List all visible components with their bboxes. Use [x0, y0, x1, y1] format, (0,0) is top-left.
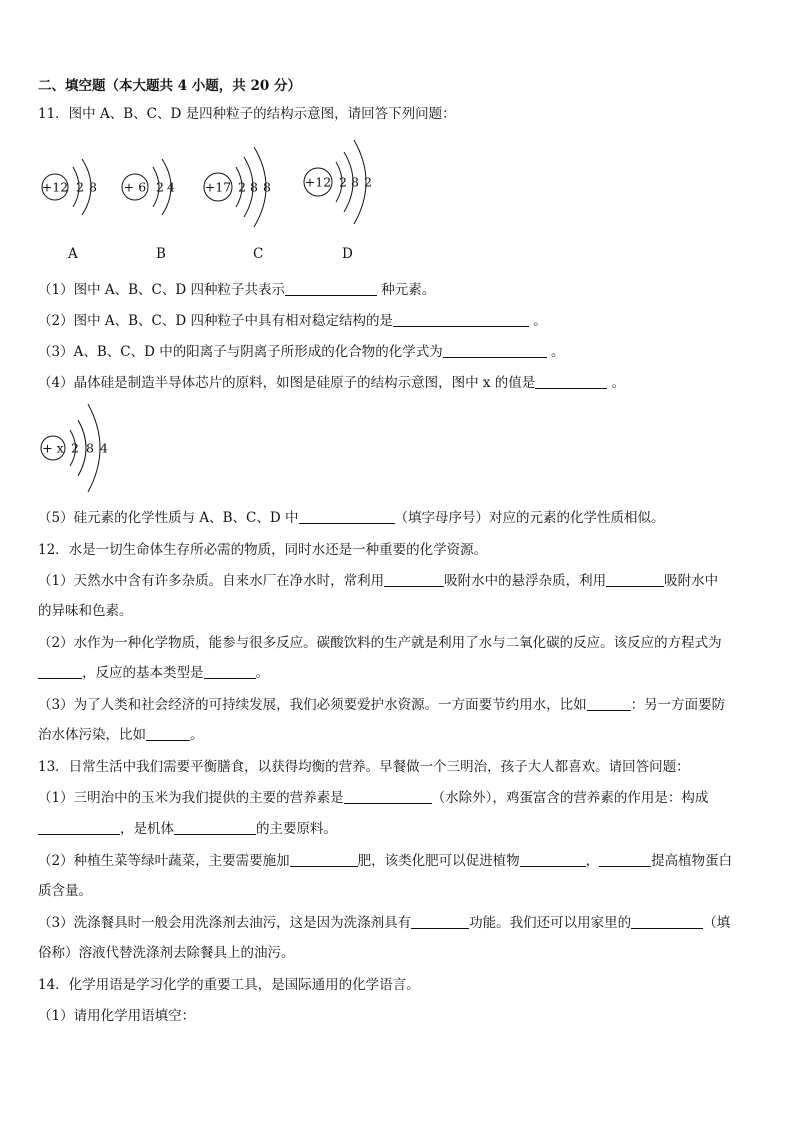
atom-a-shell-2: 8: [89, 179, 97, 195]
q14-stem: 14．化学用语是学习化学的重要工具，是国际通用的化学语言。: [38, 977, 420, 993]
atom-c-shell-3: 8: [263, 179, 271, 195]
q12-part-3-cont: 治水体污染，比如 。: [38, 727, 204, 743]
atom-c-svg: [202, 140, 302, 230]
answer-blank[interactable]: [290, 852, 358, 867]
answer-blank[interactable]: [38, 664, 82, 679]
atom-diagram-a: [40, 145, 130, 229]
answer-blank[interactable]: [146, 726, 190, 741]
atom-b-label: B: [156, 246, 166, 262]
answer-blank[interactable]: [204, 664, 256, 679]
answer-blank[interactable]: [599, 852, 651, 867]
atom-d-shell-3: 2: [364, 174, 372, 190]
atom-diagram-d: [302, 132, 402, 226]
answer-blank[interactable]: [587, 696, 631, 711]
answer-blank[interactable]: [384, 572, 444, 587]
atom-b-shell-1: 2: [156, 179, 164, 195]
q12-part-2-cont: ，反应的基本类型是 。: [38, 664, 269, 682]
q13-part-2: （2）种植生菜等绿叶蔬菜，主要需要施加 肥，该类化肥可以促进植物 ， 提高植物蛋白: [38, 853, 733, 869]
q11-part-4: （4）晶体硅是制造半导体芯片的原料，如图是硅原子的结构示意图，图中 x 的值是 。: [38, 375, 626, 391]
q13-part-1-cont: ，是机体 的主要原料。: [38, 820, 337, 838]
answer-blank[interactable]: [174, 820, 256, 835]
atom-a-nucleus: +12: [41, 179, 69, 195]
atom-b-nucleus: + 6: [123, 179, 147, 195]
q12-stem: 12．水是一切生命体生存所必需的物质，同时水还是一种重要的化学资源。: [38, 542, 488, 558]
answer-blank[interactable]: [285, 281, 377, 296]
atom-d-svg: [302, 132, 402, 222]
atom-a-shell-1: 2: [76, 179, 84, 195]
atom-b-shell-2: 4: [167, 179, 175, 195]
atom-d-shell-2: 8: [351, 174, 359, 190]
atom-a-svg: [40, 145, 130, 225]
q12-part-2: （2）水作为一种化学物质，能参与很多反应。碳酸饮料的生产就是利用了水与二氧化碳的反应。该反应的方程式为: [38, 635, 722, 651]
silicon-atom-diagram: [38, 398, 138, 492]
answer-blank[interactable]: [520, 852, 586, 867]
silicon-shell-2: 8: [86, 440, 94, 456]
answer-blank[interactable]: [344, 789, 432, 804]
atom-c-shell-1: 2: [238, 179, 246, 195]
silicon-shell-3: 4: [100, 440, 108, 456]
answer-blank[interactable]: [443, 343, 547, 358]
q13-part-3: （3）洗涤餐具时一般会用洗涤剂去油污，这是因为洗涤剂具有 功能。我们还可以用家里的 （填: [38, 915, 731, 931]
answer-blank[interactable]: [393, 312, 529, 327]
q12-part-1: （1）天然水中含有许多杂质。自来水厂在净水时，常利用 吸附水中的悬浮杂质，利用 吸附水中: [38, 573, 719, 589]
q13-part-3-cont: 俗称）溶液代替洗涤剂去除餐具上的油污。: [38, 945, 295, 961]
atom-c-shell-2: 8: [250, 179, 258, 195]
q11-part-3: （3）A、B、C、D 中的阳离子与阴离子所形成的化合物的化学式为 。: [38, 344, 565, 360]
answer-blank[interactable]: [411, 914, 469, 929]
atom-a-label: A: [68, 246, 78, 262]
silicon-atom-svg: [38, 398, 138, 488]
answer-blank[interactable]: [299, 509, 395, 524]
atom-diagram-c: [202, 140, 302, 234]
q14-part-1: （1）请用化学用语填空：: [38, 1008, 196, 1024]
q11-part-2: （2）图中 A、B、C、D 四种粒子中具有相对稳定结构的是 。: [38, 313, 547, 329]
atom-c-nucleus: +17: [204, 179, 232, 195]
q11-stem: 11．图中 A、B、C、D 是四种粒子的结构示意图，请回答下列问题：: [38, 106, 456, 122]
silicon-nucleus: + x: [42, 440, 64, 456]
atom-d-nucleus: +12: [304, 174, 332, 190]
atom-d-label: D: [342, 246, 353, 262]
atom-diagram-b: [120, 145, 210, 229]
atom-d-shell-1: 2: [339, 174, 347, 190]
answer-blank[interactable]: [535, 374, 607, 389]
q11-part-1: （1）图中 A、B、C、D 四种粒子共表示 种元素。: [38, 282, 436, 298]
q13-part-1: （1）三明治中的玉米为我们提供的主要的营养素是 （水除外），鸡蛋富含的营养素的作用是：构成: [38, 790, 709, 806]
q12-part-3: （3）为了人类和社会经济的可持续发展，我们必须要爱护水资源。一方面要节约用水，比如 ：另一方面要防: [38, 697, 726, 713]
q13-stem: 13．日常生活中我们需要平衡膳食，以获得均衡的营养。早餐做一个三明治，孩子大人都喜欢。请回答问题：: [38, 759, 690, 775]
q12-part-1-cont: 的异味和色素。: [38, 603, 133, 619]
section-title: 二、填空题（本大题共 4 小题，共 20 分）: [38, 78, 301, 94]
atom-b-svg: [120, 145, 210, 225]
q13-part-2-cont: 质含量。: [38, 883, 92, 899]
answer-blank[interactable]: [606, 572, 664, 587]
atom-c-label: C: [253, 246, 264, 262]
answer-blank[interactable]: [631, 914, 703, 929]
silicon-shell-1: 2: [71, 440, 79, 456]
answer-blank[interactable]: [38, 820, 120, 835]
q11-part-5: （5）硅元素的化学性质与 A、B、C、D 中 （填字母序号）对应的元素的化学性质相似。: [38, 510, 665, 526]
